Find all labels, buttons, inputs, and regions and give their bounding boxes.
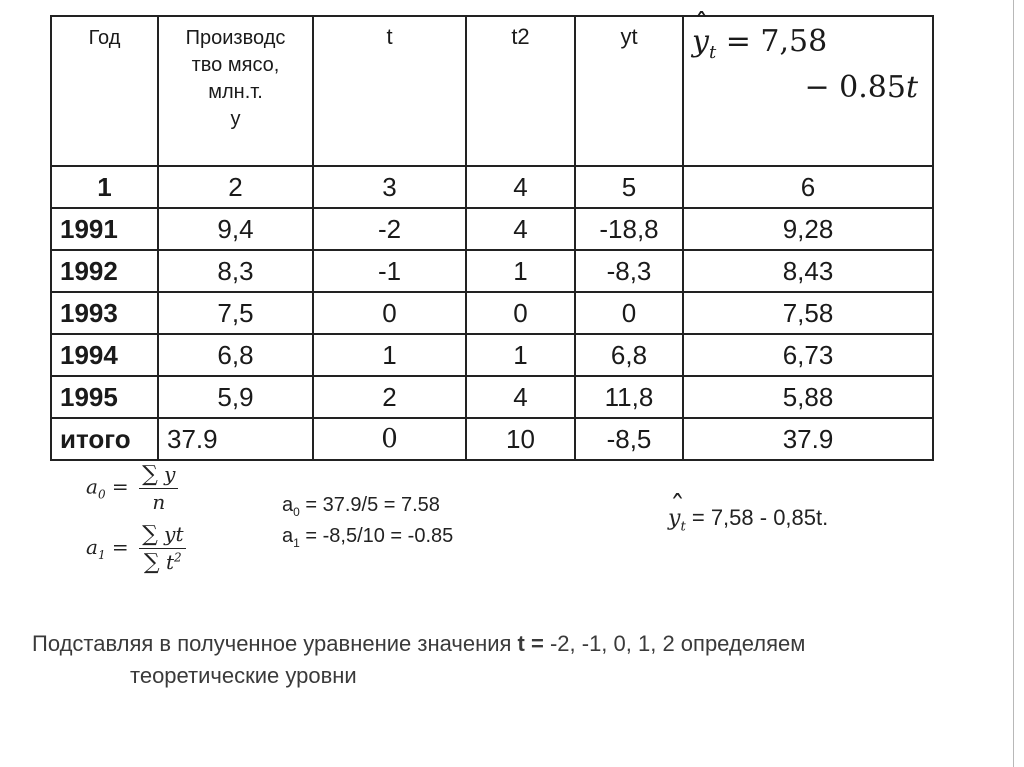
- header-row: [51, 16, 933, 166]
- yhat-cell: 8,43: [683, 250, 933, 292]
- yt-cell: 11,8: [575, 376, 683, 418]
- t2-cell: 0: [466, 292, 575, 334]
- header-trend-formula: ˆ $y_t = 7,58$ − 0.85t: [683, 16, 933, 166]
- year-cell: 1995: [51, 376, 158, 418]
- trend-table: [50, 15, 934, 461]
- t-cell: -2: [313, 208, 466, 250]
- explanation-text: Подставляя в полученное уравнение значения t = -2, -1, 0, 1, 2 определяем теоретические уровни: [32, 631, 806, 688]
- slide-frame-edge: [1013, 0, 1014, 767]
- y-cell: 5,9: [158, 376, 313, 418]
- y-cell: 7,5: [158, 292, 313, 334]
- total-label: итого: [51, 418, 158, 460]
- header-year: Год: [51, 16, 158, 166]
- calc-a1: $a_1 = -8,5/10 = -0.85$: [282, 525, 454, 550]
- yt-cell: -8,3: [575, 250, 683, 292]
- yt-cell: 0: [575, 292, 683, 334]
- header-production: Производс тво мясо, млн.т. y: [158, 16, 313, 166]
- year-cell: 1994: [51, 334, 158, 376]
- col-num-5: 5: [575, 166, 683, 208]
- col-num-6: 6: [683, 166, 933, 208]
- table-row: [51, 208, 933, 250]
- t-cell: -1: [313, 250, 466, 292]
- total-t: 0: [313, 418, 466, 460]
- table-row: [51, 376, 933, 418]
- year-cell: 1991: [51, 208, 158, 250]
- t-cell: 1: [313, 334, 466, 376]
- total-yt: -8,5: [575, 418, 683, 460]
- column-number-row: [51, 166, 933, 208]
- col-num-1: 1: [51, 166, 158, 208]
- total-t2: 10: [466, 418, 575, 460]
- table-row: [51, 334, 933, 376]
- t-cell: 2: [313, 376, 466, 418]
- col-num-4: 4: [466, 166, 575, 208]
- col-num-2: 2: [158, 166, 313, 208]
- y-cell: 9,4: [158, 208, 313, 250]
- yhat-cell: 7,58: [683, 292, 933, 334]
- total-yhat: 37.9: [683, 418, 933, 460]
- yhat-cell: 9,28: [683, 208, 933, 250]
- yhat-cell: 6,73: [683, 334, 933, 376]
- year-cell: 1993: [51, 292, 158, 334]
- t-cell: 0: [313, 292, 466, 334]
- table-row: [51, 292, 933, 334]
- calc-a0: $a_0 = 37.9/5 = 7.58$: [282, 494, 440, 519]
- header-t: t: [313, 16, 466, 166]
- t2-cell: 1: [466, 334, 575, 376]
- total-row: [51, 418, 933, 460]
- y-cell: 6,8: [158, 334, 313, 376]
- t2-cell: 4: [466, 208, 575, 250]
- header-yt: yt: [575, 16, 683, 166]
- yhat-cell: 5,88: [683, 376, 933, 418]
- table-row: [51, 250, 933, 292]
- t2-cell: 4: [466, 376, 575, 418]
- formula-a1: $a_1$ = $\frac{\sum yt}{\sum t^2}$: [86, 522, 186, 575]
- yt-cell: -18,8: [575, 208, 683, 250]
- col-num-3: 3: [313, 166, 466, 208]
- header-t2: t2: [466, 16, 575, 166]
- trend-equation: ˆ $y_t = 7,58 - 0,85t$.: [668, 505, 828, 534]
- formula-a0: $a_0$ = $\frac{\sum y}{n}$: [86, 462, 178, 514]
- t2-cell: 1: [466, 250, 575, 292]
- y-cell: 8,3: [158, 250, 313, 292]
- yt-cell: 6,8: [575, 334, 683, 376]
- year-cell: 1992: [51, 250, 158, 292]
- total-y: 37.9: [158, 418, 313, 460]
